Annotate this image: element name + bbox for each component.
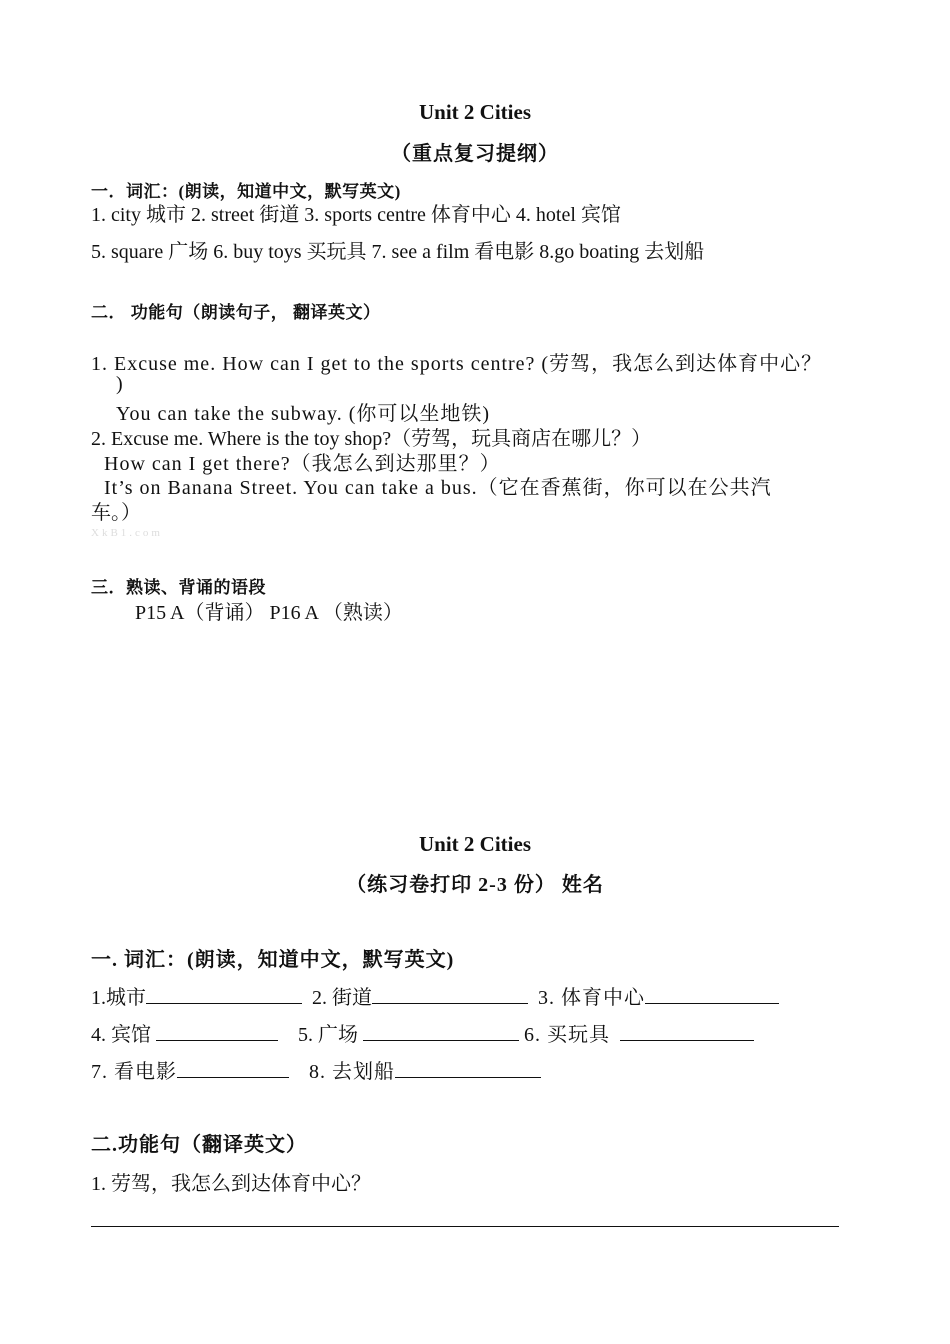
- review-title: Unit 2 Cities: [419, 100, 531, 124]
- review-function-heading: 二． 功能句（朗读句子， 翻译英文）: [91, 303, 381, 322]
- practice-subtitle: （练习卷打印 2-3 份） 姓名: [346, 874, 604, 896]
- review-function-line-5-cont: 车。）: [91, 502, 141, 524]
- answer-blank-1[interactable]: [146, 985, 302, 1004]
- review-function-line-1-cont: ): [116, 373, 123, 395]
- practice-item-3: 3. 体育中心: [538, 987, 645, 1009]
- answer-blank-5[interactable]: [363, 1022, 519, 1041]
- review-function-line-1: 1. Excuse me. How can I get to the sports centre? (劳驾，我怎么到达体育中心？: [91, 353, 823, 375]
- practice-item-7: 7. 看电影: [91, 1061, 177, 1083]
- practice-item-6: 6. 买玩具: [524, 1024, 610, 1046]
- review-recite-line: P15 A（背诵） P16 A （熟读）: [135, 602, 403, 624]
- practice-vocab-row-2: [91, 1018, 754, 1047]
- answer-blank-2[interactable]: [372, 985, 528, 1004]
- practice-item-1: 1.城市: [91, 987, 146, 1009]
- practice-vocab-heading: 一. 词汇：(朗读，知道中文，默写英文): [91, 949, 455, 971]
- practice-item-8: 8. 去划船: [309, 1061, 395, 1083]
- review-function-line-3: 2. Excuse me. Where is the toy shop?（劳驾，玩具商店在哪儿？）: [91, 428, 652, 450]
- review-function-line-5: It’s on Banana Street. You can take a bus.（它在香蕉街，你可以在公共汽: [104, 477, 772, 499]
- review-function-line-4: How can I get there?（我怎么到达那里？）: [104, 453, 501, 475]
- review-vocab-line-1: 1. city 城市 2. street 街道 3. sports centre 体育中心 4. hotel 宾馆: [91, 204, 621, 226]
- answer-blank-4[interactable]: [156, 1022, 278, 1041]
- practice-item-2: 2. 街道: [312, 987, 372, 1009]
- review-subtitle: （重点复习提纲）: [391, 143, 559, 165]
- answer-blank-6[interactable]: [620, 1022, 754, 1041]
- practice-title: Unit 2 Cities: [419, 832, 531, 856]
- answer-line-1[interactable]: [91, 1226, 839, 1227]
- answer-blank-7[interactable]: [177, 1059, 289, 1078]
- watermark: XkB1.com: [91, 527, 163, 539]
- practice-item-5: 5. 广场: [298, 1024, 358, 1046]
- practice-function-question-1: 1. 劳驾，我怎么到达体育中心？: [91, 1173, 371, 1195]
- practice-vocab-row-3: [91, 1055, 541, 1084]
- answer-blank-8[interactable]: [395, 1059, 541, 1078]
- review-vocab-heading: 一．词汇：(朗读，知道中文，默写英文): [91, 182, 401, 201]
- answer-blank-3[interactable]: [645, 985, 779, 1004]
- review-recite-heading: 三．熟读、背诵的语段: [91, 578, 266, 597]
- practice-vocab-row-1: [91, 981, 779, 1010]
- review-vocab-line-2: 5. square 广场 6. buy toys 买玩具 7. see a film 看电影 8.go boating 去划船: [91, 241, 705, 263]
- practice-item-4: 4. 宾馆: [91, 1024, 151, 1046]
- practice-function-heading: 二.功能句（翻译英文）: [91, 1134, 307, 1156]
- review-function-line-2: You can take the subway. (你可以坐地铁): [116, 403, 491, 425]
